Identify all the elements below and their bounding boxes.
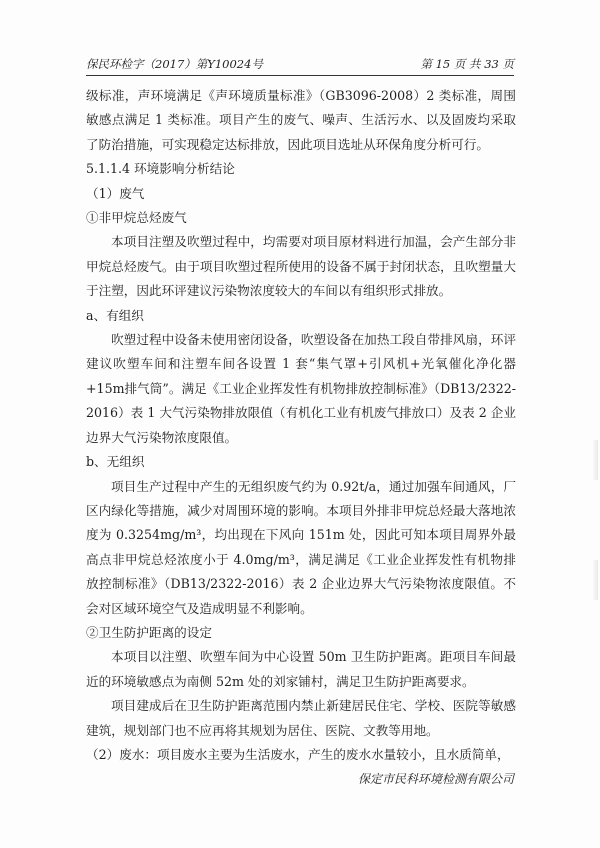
- subheading-nmhc: ①非甲烷总烃废气: [86, 210, 187, 226]
- page-footer-company: 保定市民科环境检测有限公司: [357, 772, 514, 786]
- paragraph-land-use: 项目建成后在卫生防护距离范围内禁止新建居民住宅、学校、医院等敏感建筑，规划部门也不应再将其规划为居住、医院、文教等用地。: [86, 698, 516, 738]
- section-heading: 5.1.1.4 环境影响分析结论: [86, 161, 235, 177]
- paragraph-site-conclusion: 级标准，声环境满足《声环境质量标准》（GB3096-2008）2 类标准，周围敏感点满足 1 类标准。项目产生的废气、噪声、生活污水、以及固废均采取了防治措施，可实现稳定达标排放，因此项目选址从环保角度分析可行。: [86, 88, 516, 152]
- paragraph-unorganized-emission: 项目生产过程中产生的无组织废气约为 0.92t/a，通过加强车间通风，厂区内绿化等措施，减少对周围环境的影响。本项目外排非甲烷总烃最大落地浓度为 0.3254mg/m³，均出现在下风向 151m 处，因此可知本项目周界外最高点非甲烷总烃浓度小于 4.0mg/m³，满足满足《工业企业挥发性有机物排放控制标准》（DB13/2322-2016）表 2 企业边界大气污染物浓度限值。不会对区域环境空气及造成明显不利影响。: [86, 478, 516, 616]
- subheading-exhaust-gas: （1）废气: [86, 185, 145, 201]
- page-indicator: 第 15 页 共 33 页: [420, 57, 514, 71]
- paragraph-nmhc-source: 本项目注塑及吹塑过程中，均需要对项目原材料进行加温，会产生部分非甲烷总烃废气。由于项目吹塑过程所使用的设备不属于封闭状态，且吹塑量大于注塑，因此环评建议污染物浓度较大的车间以有组织形式排放。: [86, 234, 516, 299]
- document-body: [86, 84, 516, 767]
- subheading-protection-distance: ②卫生防护距离的设定: [86, 624, 212, 640]
- page-header: [86, 52, 514, 74]
- header-divider: [86, 75, 514, 76]
- document-number: 保民环检字（2017）第Y10024号: [86, 57, 263, 71]
- subheading-unorganized: b、无组织: [86, 454, 145, 470]
- scan-edge-mark: [592, 560, 598, 600]
- scan-edge-mark: [592, 440, 598, 480]
- subheading-organized: a、有组织: [86, 307, 144, 323]
- subheading-wastewater: （2）废水：项目废水主要为生活废水，产生的废水水量较小，且水质简单，: [86, 746, 510, 762]
- paragraph-organized-emission: 吹塑过程中设备未使用密闭设备，吹塑设备在加热工段自带排风扇，环评建议吹塑车间和注塑车间各设置 1 套“集气罩+引风机+光氧催化净化器+15m排气筒”。满足《工业企业挥发性有机物排放控制标准》（DB13/2322-2016）表 1 大气污染物排放限值（有机化工业有机废气排放口）及表 2 企业边界大气污染物浓度限值。: [86, 332, 516, 445]
- paragraph-protection-distance: 本项目以注塑、吹塑车间为中心设置 50m 卫生防护距离。距项目车间最近的环境敏感点为南侧 52m 处的刘家铺村，满足卫生防护距离要求。: [86, 649, 516, 689]
